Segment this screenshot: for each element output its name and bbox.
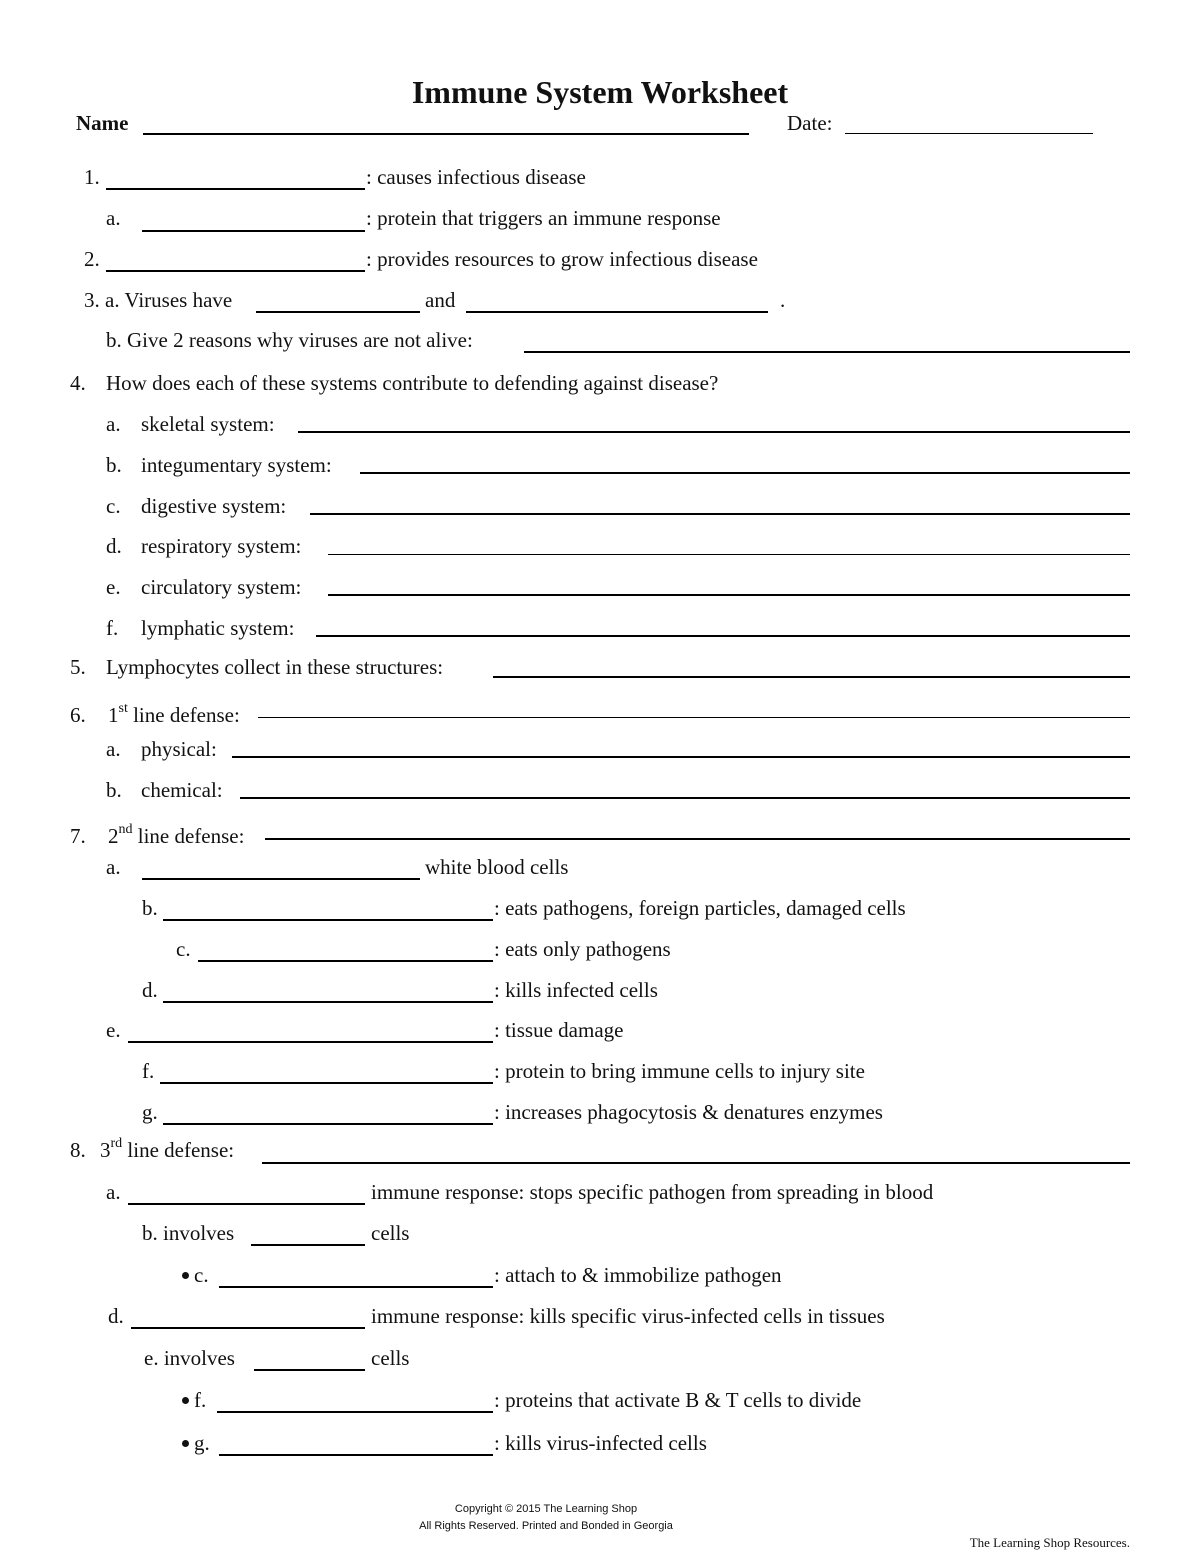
q8f-text: : proteins that activate B & T cells to divide bbox=[494, 1388, 862, 1412]
q7f-blank[interactable] bbox=[160, 1082, 493, 1084]
q4-number: 4. bbox=[70, 371, 86, 395]
q3a-prefix: 3. a. Viruses have bbox=[84, 288, 233, 312]
name-blank[interactable] bbox=[143, 133, 749, 135]
q6a-text: physical: bbox=[141, 737, 217, 761]
q8b-text: cells bbox=[371, 1221, 410, 1245]
q4e-blank[interactable] bbox=[328, 594, 1130, 596]
name-label: Name bbox=[76, 111, 129, 135]
q8-blank[interactable] bbox=[262, 1162, 1130, 1164]
q7f-label: f. bbox=[142, 1059, 155, 1083]
q8-ordinal: 3 bbox=[100, 1138, 111, 1162]
q4c-label: c. bbox=[106, 494, 121, 518]
q8b-blank[interactable] bbox=[251, 1244, 365, 1246]
q3a-blank-1[interactable] bbox=[256, 311, 420, 313]
q8-ordinal-suffix: rd bbox=[110, 1136, 123, 1151]
q3b-blank[interactable] bbox=[524, 351, 1130, 353]
q4a-text: skeletal system: bbox=[141, 412, 275, 436]
worksheet-title: Immune System Worksheet bbox=[411, 74, 789, 110]
q4e-text: circulatory system: bbox=[141, 575, 302, 599]
date-blank[interactable] bbox=[845, 133, 1093, 134]
q5-text: Lymphocytes collect in these structures: bbox=[106, 655, 444, 679]
credit-text: The Learning Shop Resources. bbox=[969, 1535, 1130, 1550]
q1a-text: : protein that triggers an immune response bbox=[366, 206, 721, 230]
q4b-label: b. bbox=[106, 453, 122, 477]
q7-number: 7. bbox=[70, 824, 86, 848]
q6-ordinal-suffix: st bbox=[118, 701, 128, 716]
q3a-blank-2[interactable] bbox=[466, 311, 768, 313]
q1a-blank[interactable] bbox=[142, 230, 365, 232]
q7c-label: c. bbox=[176, 937, 191, 961]
q7-heading bbox=[108, 824, 244, 848]
rights-line: All Rights Reserved. Printed and Bonded in Georgia bbox=[419, 1520, 673, 1532]
q2-number: 2. bbox=[84, 247, 100, 271]
q1a-label: a. bbox=[106, 206, 121, 230]
q4d-blank[interactable] bbox=[328, 554, 1130, 555]
q8f-label-wrap bbox=[182, 1388, 206, 1412]
q1-blank[interactable] bbox=[106, 188, 365, 190]
q4a-blank[interactable] bbox=[298, 431, 1130, 433]
q7a-label: a. bbox=[106, 855, 121, 879]
q7b-label: b. bbox=[142, 896, 158, 920]
q4d-label: d. bbox=[106, 534, 122, 558]
q8g-blank[interactable] bbox=[219, 1454, 493, 1456]
q6-blank[interactable] bbox=[258, 717, 1130, 718]
q3a-end: . bbox=[780, 288, 786, 312]
q7d-text: : kills infected cells bbox=[494, 978, 658, 1002]
q6-number: 6. bbox=[70, 703, 86, 727]
q7a-text: white blood cells bbox=[425, 855, 569, 879]
q7d-blank[interactable] bbox=[163, 1001, 493, 1003]
q8a-text: immune response: stops specific pathogen from spreading in blood bbox=[371, 1180, 934, 1204]
q4b-blank[interactable] bbox=[360, 472, 1130, 474]
q7c-text: : eats only pathogens bbox=[494, 937, 671, 961]
q4c-text: digestive system: bbox=[141, 494, 287, 518]
q8c-label-wrap bbox=[182, 1263, 209, 1287]
q8e-text: cells bbox=[371, 1346, 410, 1370]
q8e-label: e. involves bbox=[144, 1346, 235, 1370]
q7e-text: : tissue damage bbox=[494, 1018, 624, 1042]
q4a-label: a. bbox=[106, 412, 121, 436]
q7b-text: : eats pathogens, foreign particles, damaged cells bbox=[494, 896, 906, 920]
q7c-blank[interactable] bbox=[198, 960, 493, 962]
q8e-blank[interactable] bbox=[254, 1369, 365, 1371]
q8c-label: c. bbox=[194, 1263, 209, 1287]
q7-ordinal-suffix: nd bbox=[118, 822, 133, 837]
q6a-label: a. bbox=[106, 737, 121, 761]
q8-text: line defense: bbox=[127, 1138, 235, 1162]
q6a-blank[interactable] bbox=[232, 756, 1130, 758]
q8a-blank[interactable] bbox=[128, 1203, 365, 1205]
q7g-blank[interactable] bbox=[163, 1123, 493, 1125]
bullet-icon bbox=[182, 1440, 189, 1447]
q7-text: line defense: bbox=[137, 824, 245, 848]
q4f-text: lymphatic system: bbox=[141, 616, 295, 640]
copyright-line: Copyright © 2015 The Learning Shop bbox=[454, 1503, 638, 1515]
q8a-label: a. bbox=[106, 1180, 121, 1204]
q3b-text: b. Give 2 reasons why viruses are not alive: bbox=[106, 328, 473, 352]
q4b-text: integumentary system: bbox=[141, 453, 332, 477]
q7g-text: : increases phagocytosis & denatures enzymes bbox=[494, 1100, 883, 1124]
q7b-blank[interactable] bbox=[163, 919, 493, 921]
q8d-blank[interactable] bbox=[131, 1327, 365, 1329]
q6b-text: chemical: bbox=[141, 778, 223, 802]
bullet-icon bbox=[182, 1397, 189, 1404]
q6-ordinal: 1 bbox=[108, 703, 119, 727]
q4f-blank[interactable] bbox=[316, 635, 1130, 637]
q7e-label: e. bbox=[106, 1018, 121, 1042]
q6-text: line defense: bbox=[133, 703, 240, 727]
q6-heading bbox=[108, 703, 240, 727]
q7g-label: g. bbox=[142, 1100, 158, 1124]
q1-text: : causes infectious disease bbox=[366, 165, 586, 189]
q7-blank[interactable] bbox=[265, 838, 1130, 840]
q8f-label: f. bbox=[194, 1388, 207, 1412]
q6b-label: b. bbox=[106, 778, 122, 802]
q6b-blank[interactable] bbox=[240, 797, 1130, 799]
q5-number: 5. bbox=[70, 655, 86, 679]
q8c-blank[interactable] bbox=[219, 1286, 493, 1288]
q7f-text: : protein to bring immune cells to injury site bbox=[494, 1059, 865, 1083]
q4c-blank[interactable] bbox=[310, 513, 1130, 515]
q2-blank[interactable] bbox=[106, 270, 365, 272]
q4d-text: respiratory system: bbox=[141, 534, 302, 558]
q8-number: 8. bbox=[70, 1138, 86, 1162]
q7d-label: d. bbox=[142, 978, 158, 1002]
q8-heading bbox=[100, 1138, 234, 1162]
q8d-label: d. bbox=[108, 1304, 124, 1328]
q4e-label: e. bbox=[106, 575, 121, 599]
q4f-label: f. bbox=[106, 616, 119, 640]
q5-blank[interactable] bbox=[493, 676, 1130, 678]
q8c-text: : attach to & immobilize pathogen bbox=[494, 1263, 782, 1287]
q2-text: : provides resources to grow infectious disease bbox=[366, 247, 758, 271]
q8g-label: g. bbox=[194, 1431, 210, 1455]
q7-ordinal: 2 bbox=[108, 824, 119, 848]
date-label: Date: bbox=[787, 111, 833, 135]
q1-number: 1. bbox=[84, 165, 100, 189]
q8g-label-wrap bbox=[182, 1431, 210, 1455]
q8d-text: immune response: kills specific virus-infected cells in tissues bbox=[371, 1304, 885, 1328]
q7a-blank[interactable] bbox=[142, 878, 420, 880]
q3a-and: and bbox=[425, 288, 456, 312]
q8f-blank[interactable] bbox=[217, 1411, 493, 1413]
q7e-blank[interactable] bbox=[128, 1041, 493, 1043]
q8b-label: b. involves bbox=[142, 1221, 235, 1245]
q4-text: How does each of these systems contribute to defending against disease? bbox=[106, 371, 719, 395]
bullet-icon bbox=[182, 1272, 189, 1279]
q8g-text: : kills virus-infected cells bbox=[494, 1431, 707, 1455]
